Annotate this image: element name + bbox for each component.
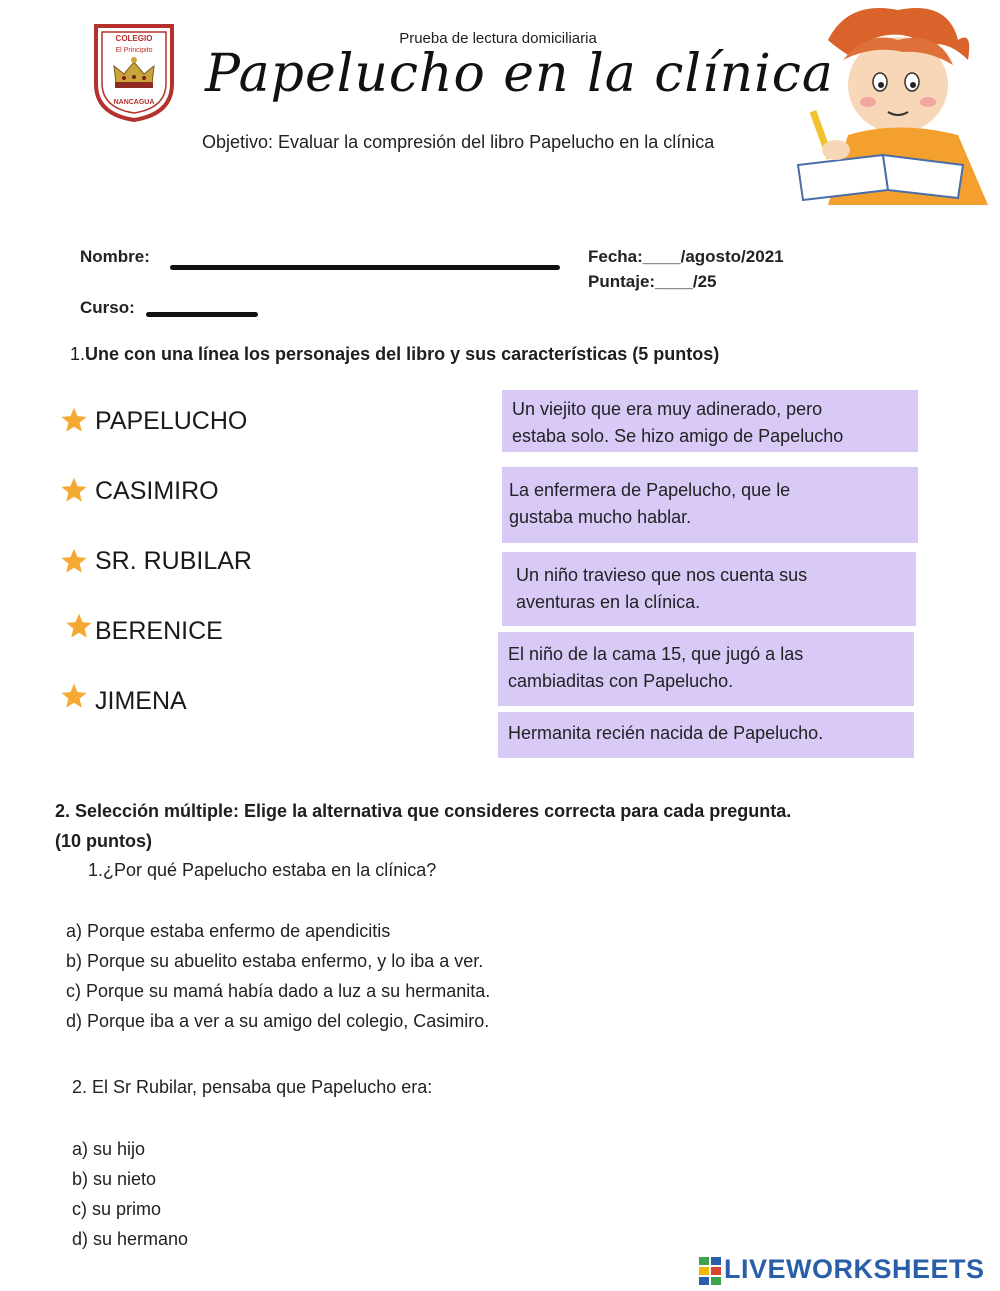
character-jimena[interactable]: JIMENA — [95, 687, 187, 715]
page-title: Papelucho en la clínica — [205, 44, 834, 104]
description-line: Un niño travieso que nos cuenta sus — [516, 565, 808, 585]
description-line: El niño de la cama 15, que jugó a las — [508, 644, 804, 664]
option-d[interactable]: d) Porque iba a ver a su amigo del colegio, Casimiro. — [66, 1011, 490, 1031]
character-papelucho[interactable]: PAPELUCHO — [95, 407, 248, 435]
name-field-line[interactable] — [170, 265, 560, 270]
subtitle-text: Prueba de lectura domiciliaria — [399, 30, 597, 47]
section1-text: Une con una línea los personajes del libro y sus características (5 puntos) — [85, 344, 720, 364]
description-box[interactable] — [498, 712, 914, 758]
option-c[interactable]: c) su primo — [72, 1199, 162, 1219]
boy-reading-illustration — [788, 0, 1000, 205]
description-line: Un viejito que era muy adinerado, pero — [512, 399, 823, 419]
liveworksheets-brand[interactable]: LIVEWORKSHEETS — [724, 1254, 985, 1284]
description-box[interactable] — [502, 552, 916, 626]
star-icon — [60, 547, 88, 575]
option-d[interactable]: d) su hermano — [72, 1229, 189, 1249]
name-label: Nombre: — [80, 247, 150, 266]
star-icon — [65, 612, 93, 640]
question-1: 1.¿Por qué Papelucho estaba en la clínica? — [88, 860, 437, 880]
star-icon — [60, 406, 88, 434]
character-sr-rubilar[interactable]: SR. RUBILAR — [95, 547, 252, 575]
description-line: estaba solo. Se hizo amigo de Papelucho — [512, 426, 844, 446]
course-label: Curso: — [80, 298, 135, 317]
section1-instruction — [70, 344, 719, 365]
option-a[interactable]: a) su hijo — [72, 1139, 146, 1159]
question-2: 2. El Sr Rubilar, pensaba que Papelucho era: — [72, 1077, 433, 1097]
description-line: gustaba mucho hablar. — [509, 507, 692, 527]
option-a[interactable]: a) Porque estaba enfermo de apendicitis — [66, 921, 391, 941]
option-c[interactable]: c) Porque su mamá había dado a luz a su hermanita. — [66, 981, 491, 1001]
star-icon — [60, 682, 88, 710]
section2-instruction — [55, 796, 945, 856]
character-berenice[interactable]: BERENICE — [95, 617, 223, 645]
description-line: cambiaditas con Papelucho. — [508, 671, 734, 691]
description-line: Hermanita recién nacida de Papelucho. — [508, 723, 824, 743]
description-box[interactable] — [502, 390, 918, 452]
option-b[interactable]: b) Porque su abuelito estaba enfermo, y lo iba a ver. — [66, 951, 484, 971]
question-1-options — [66, 916, 490, 1036]
logo-text-middle: El Principito — [115, 47, 153, 54]
description-line: La enfermera de Papelucho, que le — [509, 480, 791, 500]
score-field: Puntaje:____/25 — [588, 272, 717, 291]
logo-text-top: COLEGIO — [115, 34, 153, 43]
objective-text: Objetivo: Evaluar la compresión del libro Papelucho en la clínica — [202, 132, 715, 152]
section2-line1: 2. Selección múltiple: Elige la alternativa que consideres correcta para cada pregunta. — [55, 801, 792, 821]
logo-text-bottom: NANCAGUA — [113, 99, 155, 106]
option-b[interactable]: b) su nieto — [72, 1169, 157, 1189]
description-box[interactable] — [502, 467, 918, 543]
section2-line2: (10 puntos) — [55, 831, 152, 851]
question-2-options — [72, 1134, 188, 1254]
liveworksheets-logo-icon — [698, 1256, 722, 1286]
star-icon — [60, 476, 88, 504]
character-casimiro[interactable]: CASIMIRO — [95, 477, 219, 505]
section1-number: 1. — [70, 344, 86, 364]
description-line: aventuras en la clínica. — [516, 592, 701, 612]
date-field: Fecha:____/agosto/2021 — [588, 247, 784, 266]
description-box[interactable] — [498, 632, 914, 706]
course-field-line[interactable] — [146, 312, 258, 317]
